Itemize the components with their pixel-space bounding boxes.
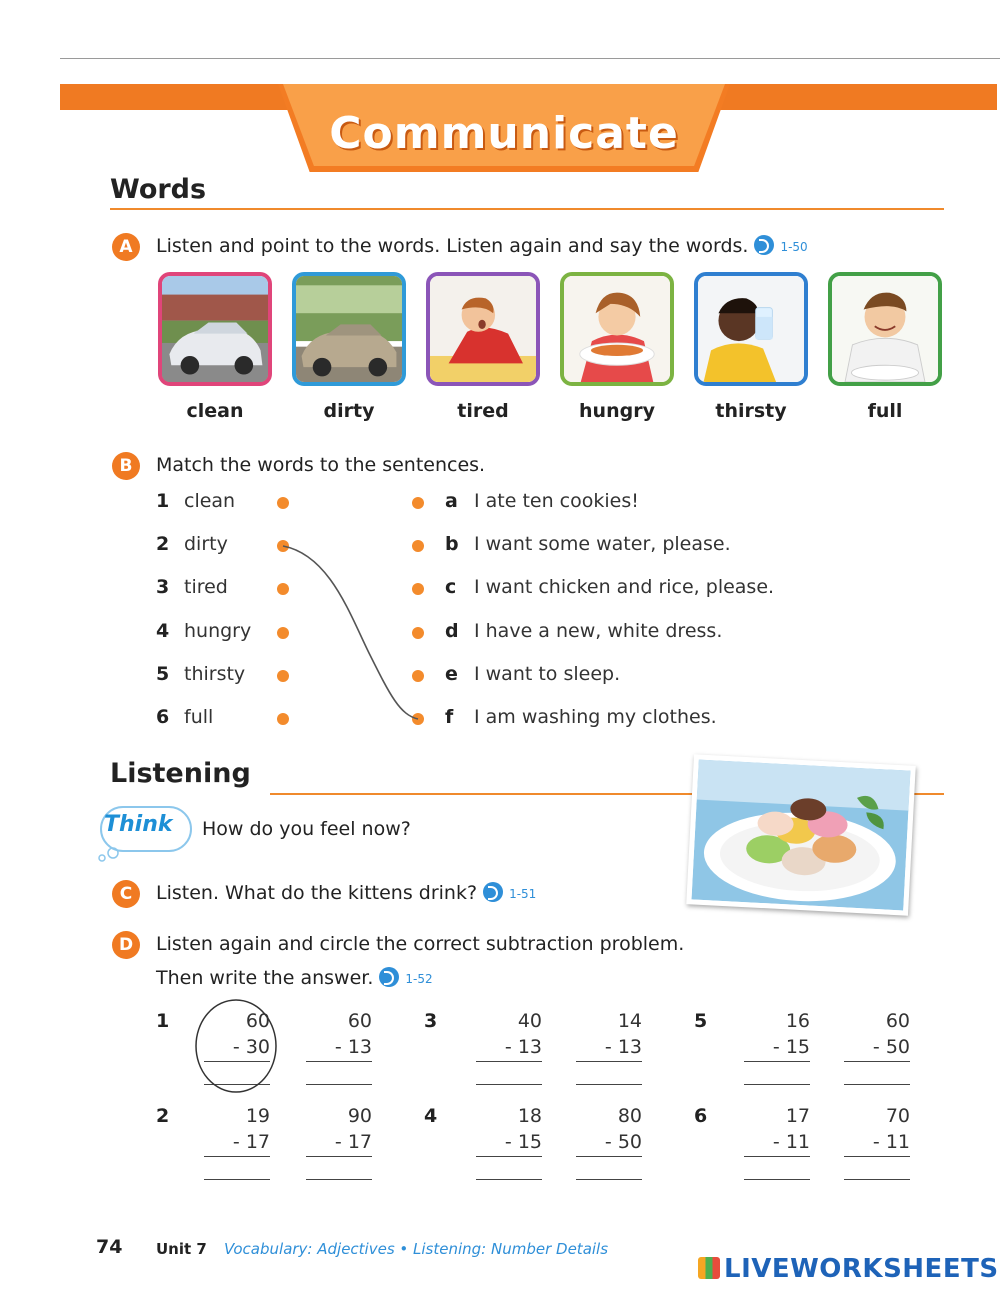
match-sentence-b: I want some water, please. [474, 533, 731, 555]
problem-number-3: 3 [424, 1010, 438, 1032]
task-b-badge: B [112, 452, 140, 480]
match-num-1: 1 [156, 490, 170, 512]
brand-name: LIVEWORKSHEETS [724, 1254, 999, 1284]
match-dot-right-a[interactable] [412, 497, 424, 509]
task-b-instruction: Match the words to the sentences. [156, 454, 486, 476]
brand-logo-icon [698, 1257, 720, 1279]
match-letter-c: c [445, 576, 457, 598]
problem-line [476, 1061, 542, 1062]
problem-number-2: 2 [156, 1105, 170, 1127]
task-c-badge: C [112, 880, 140, 908]
task-c-text: Listen. What do the kittens drink? [156, 882, 478, 904]
answer-line[interactable] [844, 1179, 910, 1180]
think-bubble-dots [96, 846, 122, 864]
task-d-instruction-line2 [156, 967, 433, 989]
card-thirsty [694, 272, 808, 386]
task-c-instruction [156, 882, 536, 904]
words-rule [110, 208, 944, 210]
match-letter-e: e [445, 663, 458, 685]
problem-4-option-2[interactable] [576, 1103, 642, 1155]
answer-line[interactable] [744, 1179, 810, 1180]
subtrahend: - 11 [772, 1131, 810, 1153]
answer-line[interactable] [476, 1084, 542, 1085]
problem-3-option-1[interactable] [476, 1008, 542, 1060]
subtrahend: - 15 [504, 1131, 542, 1153]
match-word-6: full [184, 706, 214, 728]
task-d-badge: D [112, 931, 140, 959]
problem-6-option-2[interactable] [844, 1103, 910, 1155]
problem-5-option-1[interactable] [744, 1008, 810, 1060]
task-a-text: Listen and point to the words. Listen again and say the words. [156, 235, 749, 257]
match-letter-f: f [445, 706, 454, 728]
dirty-car-image [296, 276, 402, 382]
minuend: 80 [617, 1105, 642, 1127]
match-word-2: dirty [184, 533, 228, 555]
think-label: Think [104, 812, 173, 837]
problem-2-option-1[interactable] [204, 1103, 270, 1155]
answer-line[interactable] [576, 1179, 642, 1180]
macarons-photo [686, 754, 916, 915]
match-num-4: 4 [156, 620, 170, 642]
audio-icon[interactable] [379, 967, 399, 987]
problem-3-option-2[interactable] [576, 1008, 642, 1060]
thirsty-boy-image [698, 276, 804, 382]
brand-watermark[interactable] [698, 1254, 999, 1284]
problem-number-5: 5 [694, 1010, 708, 1032]
card-clean [158, 272, 272, 386]
tired-boy-image [430, 276, 536, 382]
subtrahend: - 15 [772, 1036, 810, 1058]
problem-line [306, 1156, 372, 1157]
card-label-tired: tired [457, 400, 509, 422]
answer-line[interactable] [306, 1084, 372, 1085]
minuend: 60 [245, 1010, 270, 1032]
page-top-rule [60, 58, 1000, 59]
task-a-instruction [156, 235, 808, 257]
clean-car-image [162, 276, 268, 382]
answer-line[interactable] [744, 1084, 810, 1085]
problem-line [576, 1061, 642, 1062]
macarons-image [691, 760, 910, 911]
full-boy-image [832, 276, 938, 382]
subtrahend: - 17 [232, 1131, 270, 1153]
card-tired [426, 272, 540, 386]
card-label-hungry: hungry [579, 400, 655, 422]
task-d-instruction-line1: Listen again and circle the correct subtraction problem. [156, 933, 685, 955]
problem-line [744, 1156, 810, 1157]
problem-line [476, 1156, 542, 1157]
minuend: 18 [517, 1105, 542, 1127]
subtrahend: - 50 [872, 1036, 910, 1058]
match-sentence-e: I want to sleep. [474, 663, 621, 685]
example-match-line [270, 535, 430, 725]
minuend: 60 [347, 1010, 372, 1032]
card-hungry [560, 272, 674, 386]
hungry-girl-image [564, 276, 670, 382]
problem-number-6: 6 [694, 1105, 708, 1127]
match-dot-left-1[interactable] [277, 497, 289, 509]
card-full [828, 272, 942, 386]
problem-1-option-2[interactable] [306, 1008, 372, 1060]
answer-line[interactable] [576, 1084, 642, 1085]
match-num-3: 3 [156, 576, 170, 598]
audio-track: 1-50 [780, 240, 808, 254]
footer-topic: Vocabulary: Adjectives • Listening: Number Details [224, 1240, 609, 1258]
card-label-thirsty: thirsty [715, 400, 787, 422]
match-letter-d: d [445, 620, 459, 642]
minuend: 17 [785, 1105, 810, 1127]
task-a-badge: A [112, 233, 140, 261]
think-question: How do you feel now? [202, 818, 411, 840]
match-word-5: thirsty [184, 663, 246, 685]
audio-icon[interactable] [754, 235, 774, 255]
match-num-5: 5 [156, 663, 170, 685]
problem-2-option-2[interactable] [306, 1103, 372, 1155]
subtrahend: - 50 [604, 1131, 642, 1153]
audio-icon[interactable] [483, 882, 503, 902]
task-d-text: Then write the answer. [156, 967, 374, 989]
match-num-6: 6 [156, 706, 170, 728]
problem-5-option-2[interactable] [844, 1008, 910, 1060]
listening-heading: Listening [110, 758, 251, 789]
answer-line[interactable] [204, 1179, 270, 1180]
minuend: 14 [617, 1010, 642, 1032]
problem-6-option-1[interactable] [744, 1103, 810, 1155]
minuend: 19 [245, 1105, 270, 1127]
problem-number-4: 4 [424, 1105, 438, 1127]
problem-4-option-1[interactable] [476, 1103, 542, 1155]
problem-line [306, 1061, 372, 1062]
subtrahend: - 13 [334, 1036, 372, 1058]
match-word-3: tired [184, 576, 228, 598]
minuend: 70 [885, 1105, 910, 1127]
subtrahend: - 30 [232, 1036, 270, 1058]
card-dirty [292, 272, 406, 386]
minuend: 90 [347, 1105, 372, 1127]
subtrahend: - 11 [872, 1131, 910, 1153]
words-heading: Words [110, 174, 207, 205]
audio-track: 1-51 [509, 887, 537, 901]
match-sentence-c: I want chicken and rice, please. [474, 576, 775, 598]
subtrahend: - 17 [334, 1131, 372, 1153]
card-label-dirty: dirty [323, 400, 375, 422]
match-sentence-f: I am washing my clothes. [474, 706, 717, 728]
match-sentence-a: I ate ten cookies! [474, 490, 639, 512]
minuend: 16 [785, 1010, 810, 1032]
match-letter-b: b [445, 533, 459, 555]
problem-line [576, 1156, 642, 1157]
card-label-clean: clean [186, 400, 244, 422]
subtrahend: - 13 [504, 1036, 542, 1058]
match-num-2: 2 [156, 533, 170, 555]
unit-label: Unit 7 [156, 1240, 207, 1258]
page-title: Communicate [329, 108, 679, 159]
page-number: 74 [96, 1236, 123, 1258]
answer-line[interactable] [476, 1179, 542, 1180]
example-circle [192, 996, 284, 1096]
card-label-full: full [867, 400, 903, 422]
problem-line [204, 1156, 270, 1157]
problem-line [744, 1061, 810, 1062]
audio-track: 1-52 [405, 972, 433, 986]
answer-line[interactable] [844, 1084, 910, 1085]
match-sentence-d: I have a new, white dress. [474, 620, 723, 642]
problem-line [844, 1061, 910, 1062]
problem-line [844, 1156, 910, 1157]
problem-number-1: 1 [156, 1010, 170, 1032]
match-word-1: clean [184, 490, 236, 512]
match-letter-a: a [445, 490, 458, 512]
subtrahend: - 13 [604, 1036, 642, 1058]
answer-line[interactable] [306, 1179, 372, 1180]
minuend: 40 [517, 1010, 542, 1032]
match-word-4: hungry [184, 620, 252, 642]
minuend: 60 [885, 1010, 910, 1032]
